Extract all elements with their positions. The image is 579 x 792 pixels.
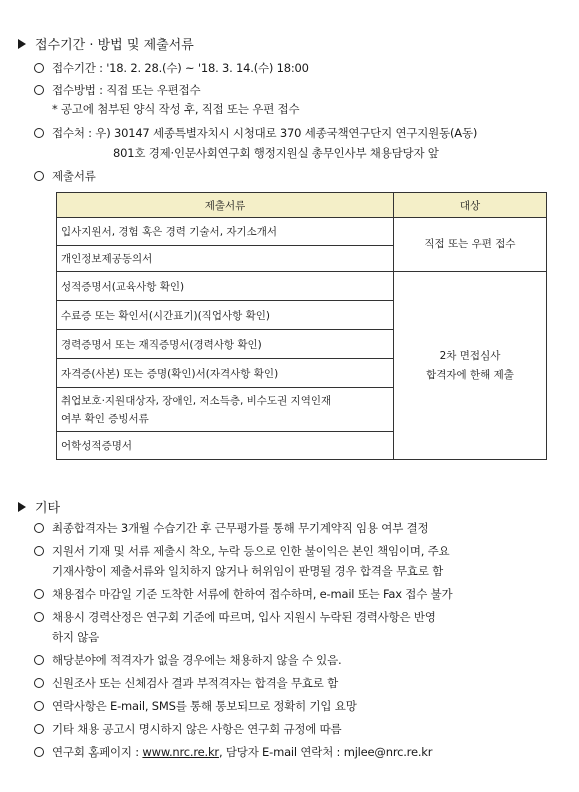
table-header-target: 대상 <box>394 193 547 218</box>
section-title: 기타 <box>35 501 61 516</box>
table-cell-document: 입사지원서, 경험 혹은 경력 기술서, 자기소개서 <box>57 218 394 246</box>
table-cell-document: 성적증명서(교육사항 확인) <box>57 272 394 301</box>
misc-item: 연락사항은 E-mail, SMS를 통해 통보되므로 정확히 기입 요망 <box>34 698 357 714</box>
misc-item: 채용시 경력산정은 연구회 기준에 따르며, 입사 지원시 누락된 경력사항은 반영 <box>34 609 436 625</box>
table-cell-document: 어학성적증명서 <box>57 432 394 460</box>
circle-bullet-icon <box>34 655 44 665</box>
misc-item: 신원조사 또는 신체검사 결과 부적격자는 합격을 무효로 함 <box>34 675 338 691</box>
circle-bullet-icon <box>34 701 44 711</box>
table-cell-target: 직접 또는 우편 접수 <box>394 218 547 272</box>
circle-bullet-icon <box>34 589 44 599</box>
misc-item: 채용접수 마감일 기준 도착한 서류에 한하여 접수하며, e-mail 또는 Fax 접수 불가 <box>34 586 452 602</box>
contact-line: 연구회 홈페이지 : www.nrc.re.kr, 담당자 E-mail 연락처 : mjlee@nrc.re.kr <box>34 744 432 760</box>
circle-bullet-icon <box>34 171 44 181</box>
documents-table <box>56 192 547 460</box>
application-address: 접수처 : 우) 30147 세종특별자치시 시청대로 370 세종국책연구단지 연구지원동(A동) <box>34 125 477 141</box>
documents-label: 제출서류 <box>34 168 96 184</box>
circle-bullet-icon <box>34 678 44 688</box>
section-title: 접수기간 · 방법 및 제출서류 <box>35 38 194 53</box>
triangle-bullet-icon <box>18 502 26 512</box>
misc-item-continued: 기재사항이 제출서류와 일치하지 않거나 허위임이 판명될 경우 합격을 무효로 함 <box>52 564 444 578</box>
circle-bullet-icon <box>34 546 44 556</box>
circle-bullet-icon <box>34 612 44 622</box>
table-cell-document: 경력증명서 또는 재직증명서(경력사항 확인) <box>57 330 394 359</box>
application-method: 접수방법 : 직접 또는 우편접수 <box>34 82 200 98</box>
table-cell-document: 개인정보제공동의서 <box>57 246 394 272</box>
circle-bullet-icon <box>34 85 44 95</box>
table-cell-target-interview: 2차 면접심사 합격자에 한해 제출 <box>394 272 547 460</box>
table-cell-document: 자격증(사본) 또는 증명(확인)서(자격사항 확인) <box>57 359 394 388</box>
triangle-bullet-icon <box>18 39 26 49</box>
application-address-line2: 801호 경제·인문사회연구회 행정지원실 총무인사부 채용담당자 앞 <box>113 146 439 160</box>
application-period: 접수기간 : '18. 2. 28.(수) ~ '18. 3. 14.(수) 18:00 <box>34 60 309 76</box>
table-cell-document: 취업보호·지원대상자, 장애인, 저소득층, 비수도권 지역인재 여부 확인 증빙서류 <box>57 388 394 432</box>
application-method-note: * 공고에 첨부된 양식 작성 후, 직접 또는 우편 접수 <box>52 102 300 116</box>
contact-email: mjlee@nrc.re.kr <box>343 745 433 759</box>
circle-bullet-icon <box>34 724 44 734</box>
misc-item: 해당분야에 적격자가 없을 경우에는 채용하지 않을 수 있음. <box>34 652 341 668</box>
homepage-link[interactable]: www.nrc.re.kr <box>142 745 219 759</box>
table-cell-document: 수료증 또는 확인서(시간표기)(직업사항 확인) <box>57 301 394 330</box>
circle-bullet-icon <box>34 63 44 73</box>
circle-bullet-icon <box>34 128 44 138</box>
misc-item: 기타 채용 공고시 명시하지 않은 사항은 연구회 규정에 따름 <box>34 721 341 737</box>
section-heading-application <box>18 34 194 53</box>
misc-item-continued: 하지 않음 <box>52 630 100 644</box>
circle-bullet-icon <box>34 523 44 533</box>
table-header-documents: 제출서류 <box>57 193 394 218</box>
section-heading-misc <box>18 497 60 516</box>
misc-item: 지원서 기재 및 서류 제출시 착오, 누락 등으로 인한 불이익은 본인 책임이며, 주요 <box>34 543 449 559</box>
circle-bullet-icon <box>34 747 44 757</box>
misc-item: 최종합격자는 3개월 수습기간 후 근무평가를 통해 무기계약직 임용 여부 결정 <box>34 520 428 536</box>
